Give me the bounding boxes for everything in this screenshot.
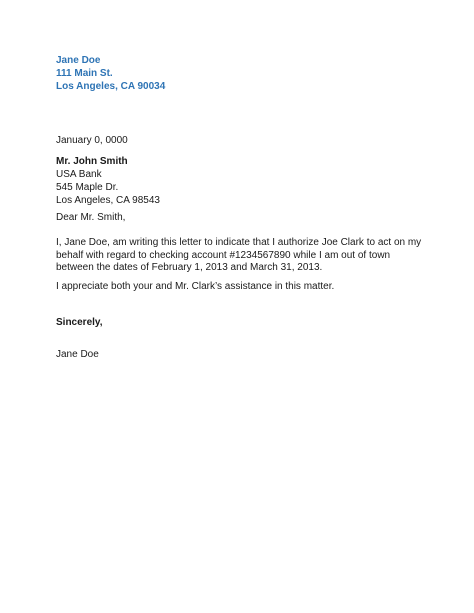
body-paragraph-appreciation: I appreciate both your and Mr. Clark’s assistance in this matter. [56, 281, 335, 292]
salutation: Dear Mr. Smith, [56, 212, 126, 223]
signature-name: Jane Doe [56, 349, 99, 360]
letter-date: January 0, 0000 [56, 135, 128, 146]
recipient-address-block [56, 155, 426, 207]
sender-address-block [56, 54, 426, 93]
sender-name: Jane Doe [56, 55, 101, 66]
recipient-city-state-zip: Los Angeles, CA 98543 [56, 195, 160, 206]
sender-street: 111 Main St. [56, 68, 113, 79]
recipient-street: 545 Maple Dr. [56, 182, 119, 193]
closing: Sincerely, [56, 317, 103, 328]
sender-city-state-zip: Los Angeles, CA 90034 [56, 81, 166, 92]
recipient-name: Mr. John Smith [56, 156, 128, 167]
body-paragraph-authorization: I, Jane Doe, am writing this letter to indicate that I authorize Joe Clark to act on my behalf with regard to checking account #1234567890 while I am out of town between the dates of February 1, 2013 and March 31, 2013. [56, 237, 422, 273]
recipient-company: USA Bank [56, 169, 102, 180]
